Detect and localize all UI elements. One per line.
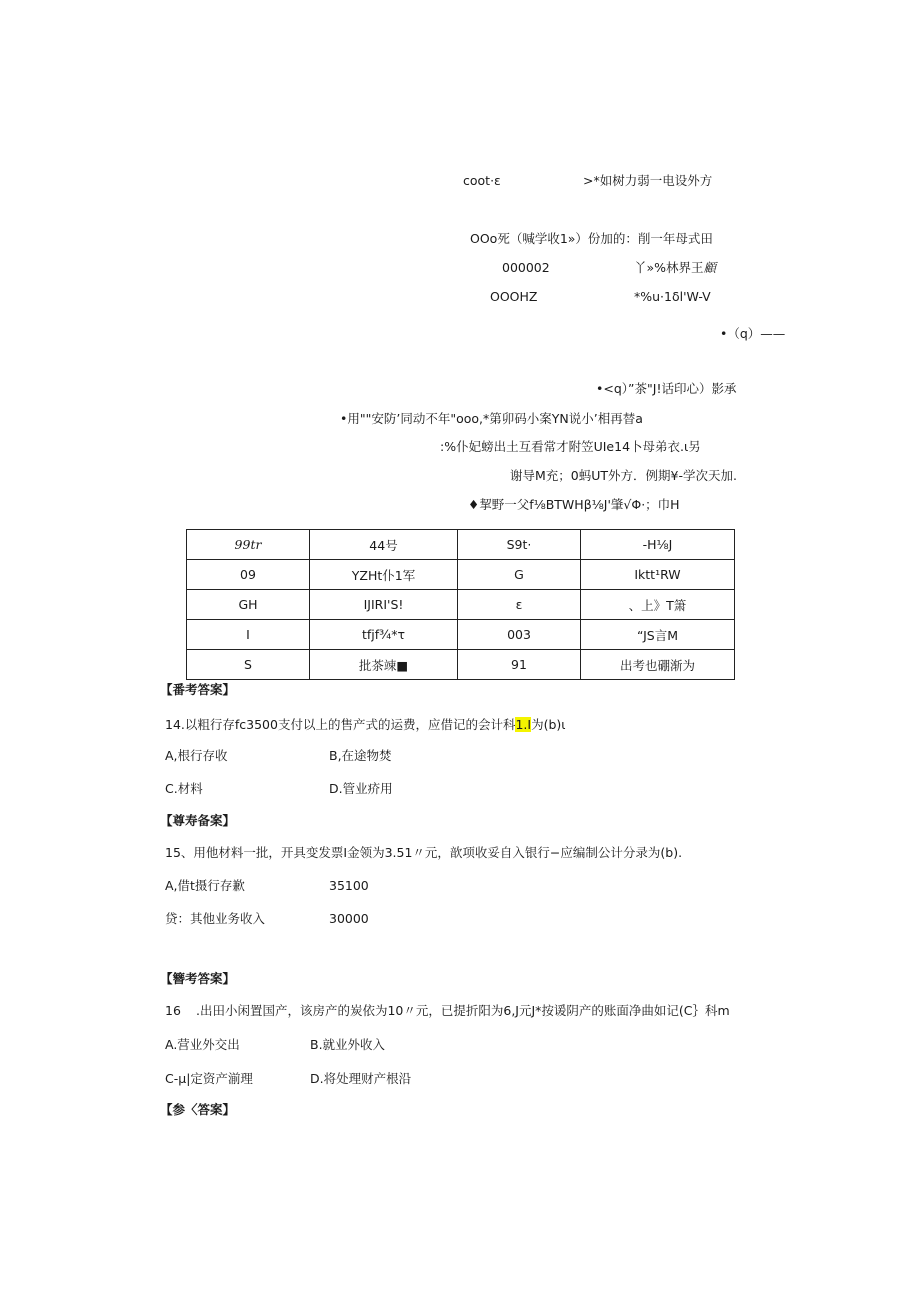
table-cell: S9t·: [458, 530, 581, 560]
table-cell: YZHt仆1军: [310, 560, 458, 590]
q14-option-a: A,根行存收: [165, 748, 228, 763]
body-line-5: ♦挈野一父f⅛BTWHβ⅛J'肇√Φ·；巾H: [468, 497, 680, 512]
table-cell: 003: [458, 620, 581, 650]
header-line-3-text: 丫»%林界王: [634, 260, 704, 275]
header-line-3-italic: 顧: [703, 260, 717, 275]
q14-text: 14.以粗行存fc3500支付以上的售产式的运费，应借记的会计科: [165, 717, 516, 732]
q14-highlight: 1.I: [515, 717, 532, 732]
header-line-4-left: OOOHZ: [490, 289, 538, 304]
q16-option-c: C-μ|定资产湔理: [165, 1071, 253, 1086]
q15-entry-credit-label: 贷：其他业务收入: [165, 911, 266, 926]
table-cell: IJIRI'S!: [310, 590, 458, 620]
q14-option-c: C.材料: [165, 781, 203, 796]
table-cell: 出考也硼渐为: [581, 650, 735, 680]
table-cell: S: [187, 650, 310, 680]
data-table: [186, 529, 735, 680]
table-cell: GH: [187, 590, 310, 620]
q15-entry-debit-label: A,借t摄行存歉: [165, 878, 245, 893]
table-cell: 91: [458, 650, 581, 680]
table-row: [187, 590, 735, 620]
table-cell: Iktt¹RW: [581, 560, 735, 590]
body-line-2: •用""安防’同动不年"ooo,*第卯码小案YN说小’相再替a: [340, 411, 643, 426]
header-line-1-right: >*如树力弱一电设外方: [583, 173, 713, 188]
table-row: [187, 620, 735, 650]
answer-heading-2: 【尊寿备案】: [160, 813, 236, 828]
question-15: 15、用他材料一批，开具变发票I金领为3.51〃元，歆项收妥自入银行−应编制公计分录为(b).: [165, 845, 683, 860]
table-cell: ε: [458, 590, 581, 620]
question-16: .出田小闲置国产，该房产的炭依为10〃元，已提折阳为6,J元J*按谖阴产的账面净曲如记(C｝科m: [196, 1003, 730, 1018]
answer-heading-4: 【参〈答案】: [160, 1102, 236, 1117]
q14-option-b: B,在途物焚: [329, 748, 392, 763]
table-cell: “JS言M: [581, 620, 735, 650]
q15-entry-debit-value: 35100: [329, 878, 369, 893]
answer-heading-1: 【番考答案】: [160, 682, 236, 697]
table-row: [187, 560, 735, 590]
table-cell: G: [458, 560, 581, 590]
q16-option-b: B.就业外收入: [310, 1037, 386, 1052]
body-line-3: :%仆妃螃出土互看常才附笠UIe14卜母弟衣.ι另: [440, 439, 701, 454]
q14-text-end: 为(b)ι: [531, 717, 566, 732]
answer-heading-3: 【簪考答案】: [160, 971, 236, 986]
q16-option-d: D.将处理财产根沿: [310, 1071, 412, 1086]
table-row: [187, 650, 735, 680]
table-row: [187, 530, 735, 560]
header-line-1-left: coot·ε: [463, 173, 501, 188]
table-cell: 、上》T箫: [581, 590, 735, 620]
q15-entry-credit-value: 30000: [329, 911, 369, 926]
table-cell: -H⅛J: [581, 530, 735, 560]
table-cell: 99tr: [187, 530, 310, 560]
body-line-4: 谢导M充；0蚂UT外方．例期¥-学次天加.: [510, 468, 737, 483]
table-cell: 44号: [310, 530, 458, 560]
header-line-2: OOo死（喊学收1»）份加的：削一年母式田: [470, 231, 713, 246]
header-line-3-left: 000002: [502, 260, 550, 275]
body-line-1: •<q）”茶"J!话印心）影承: [596, 381, 737, 396]
table-cell: 09: [187, 560, 310, 590]
header-line-3-right: [634, 262, 716, 275]
table-cell: 批茶竦■: [310, 650, 458, 680]
question-14: [165, 719, 566, 732]
table-cell: tfjf¾*τ: [310, 620, 458, 650]
table-cell: I: [187, 620, 310, 650]
q16-option-a: A.营业外交出: [165, 1037, 240, 1052]
q-dash-line: •（q）——: [720, 326, 786, 341]
header-line-4-right: *%u·1δl'W-V: [634, 289, 711, 304]
q16-number: 16: [165, 1003, 181, 1018]
q14-option-d: D.管业疥用: [329, 781, 393, 796]
